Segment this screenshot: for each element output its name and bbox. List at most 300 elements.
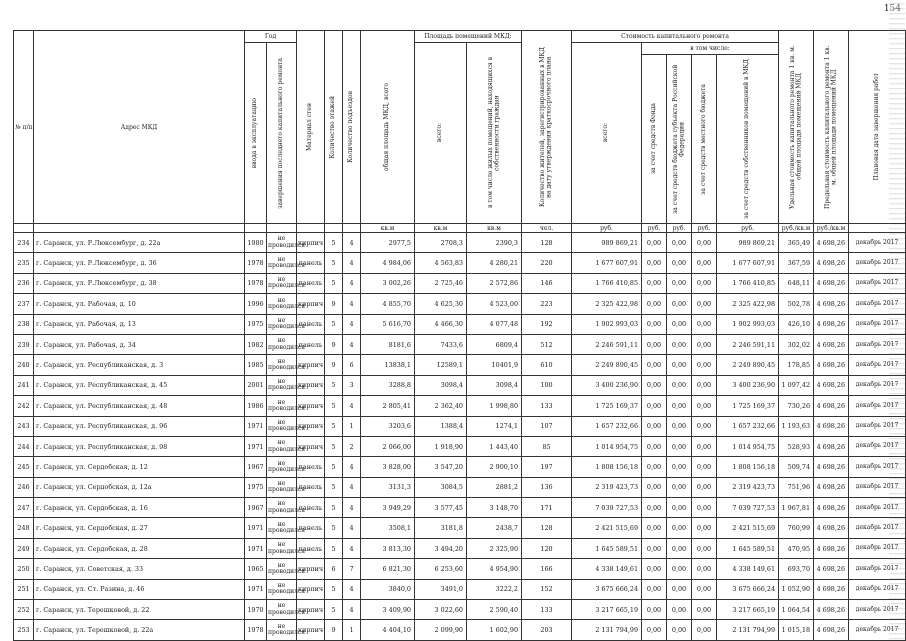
table-cell: 248 bbox=[14, 518, 34, 538]
table-cell: 5 616,70 bbox=[361, 314, 415, 334]
table-body bbox=[14, 233, 906, 641]
table-cell: 1388,4 bbox=[415, 416, 467, 436]
table-cell: 7 039 727,53 bbox=[572, 498, 642, 518]
table-cell: кирпич bbox=[297, 620, 325, 640]
table-cell: 3 494,20 bbox=[415, 538, 467, 558]
table-cell: 1975 bbox=[245, 477, 267, 497]
table-cell: декабрь 2017 bbox=[849, 457, 906, 477]
table-cell: г. Саранск, ул. Ст. Разина, д. 46 bbox=[34, 579, 245, 599]
table-cell: 426,10 bbox=[779, 314, 814, 334]
table-cell: 128 bbox=[522, 233, 572, 253]
repair-plan-table bbox=[13, 30, 906, 641]
table-cell: 2 421 515,69 bbox=[572, 518, 642, 538]
table-cell: кирпич bbox=[297, 436, 325, 456]
table-cell: 2390,3 bbox=[467, 233, 522, 253]
table-cell: не проводился bbox=[267, 436, 297, 456]
table-cell: 512 bbox=[522, 334, 572, 354]
table-cell: 5 bbox=[325, 498, 343, 518]
table-cell: 5 bbox=[325, 233, 343, 253]
table-cell: 5 bbox=[325, 477, 343, 497]
table-cell: 4 bbox=[343, 579, 361, 599]
table-cell: декабрь 2017 bbox=[849, 396, 906, 416]
table-cell: 3084,5 bbox=[415, 477, 467, 497]
table-cell: 1 902 993,03 bbox=[717, 314, 779, 334]
table-cell: 0,00 bbox=[667, 416, 692, 436]
table-cell: кирпич bbox=[297, 355, 325, 375]
unit-cell: кв.м bbox=[415, 224, 467, 233]
header-cost-region: за счет средств бюджета субъекта Российской Федерации bbox=[667, 55, 692, 224]
table-row bbox=[14, 314, 906, 334]
table-cell: г. Саранск, ул. Терешковой, д. 22 bbox=[34, 600, 245, 620]
table-cell: декабрь 2017 bbox=[849, 498, 906, 518]
table-cell: 4 404,10 bbox=[361, 620, 415, 640]
table-cell: 470,95 bbox=[779, 538, 814, 558]
table-cell: 2 421 515,69 bbox=[717, 518, 779, 538]
table-cell: 5 bbox=[325, 253, 343, 273]
table-cell: 3 675 666,24 bbox=[572, 579, 642, 599]
header-area-all: всего: bbox=[415, 43, 467, 224]
table-cell: 0,00 bbox=[642, 253, 667, 273]
table-cell: 3288,8 bbox=[361, 375, 415, 395]
table-cell: 4 698,26 bbox=[814, 416, 849, 436]
table-cell: 1 443,40 bbox=[467, 436, 522, 456]
table-cell: 0,00 bbox=[667, 538, 692, 558]
table-cell: 0,00 bbox=[667, 518, 692, 538]
table-cell: 0,00 bbox=[692, 538, 717, 558]
table-cell: декабрь 2017 bbox=[849, 294, 906, 314]
table-cell: 152 bbox=[522, 579, 572, 599]
table-cell: 0,00 bbox=[642, 579, 667, 599]
table-cell: 0,00 bbox=[667, 233, 692, 253]
table-cell: 4 625,30 bbox=[415, 294, 467, 314]
table-cell: 239 bbox=[14, 334, 34, 354]
table-cell: кирпич bbox=[297, 233, 325, 253]
table-cell: 4 698,26 bbox=[814, 579, 849, 599]
table-cell: 3 949,29 bbox=[361, 498, 415, 518]
table-cell: 5 bbox=[325, 538, 343, 558]
table-cell: 0,00 bbox=[667, 253, 692, 273]
table-cell: панель bbox=[297, 334, 325, 354]
table-cell: 9 bbox=[325, 334, 343, 354]
table-cell: 4 698,26 bbox=[814, 355, 849, 375]
table-cell: 751,96 bbox=[779, 477, 814, 497]
table-cell: 3 002,26 bbox=[361, 273, 415, 293]
table-cell: 9 bbox=[325, 294, 343, 314]
header-cost-group: Стоимость капитального ремонта bbox=[572, 31, 779, 43]
table-cell: 0,00 bbox=[642, 233, 667, 253]
table-cell: 1971 bbox=[245, 416, 267, 436]
table-cell: 1 bbox=[343, 620, 361, 640]
table-cell: декабрь 2017 bbox=[849, 559, 906, 579]
table-cell: 197 bbox=[522, 457, 572, 477]
table-cell: 0,00 bbox=[692, 559, 717, 579]
header-year-commission: ввода в эксплуатацию bbox=[245, 43, 267, 224]
table-cell: 3181,8 bbox=[415, 518, 467, 538]
table-cell: 4 077,48 bbox=[467, 314, 522, 334]
table-cell: 0,00 bbox=[692, 294, 717, 314]
table-cell: 0,00 bbox=[667, 355, 692, 375]
table-cell: 4 984,06 bbox=[361, 253, 415, 273]
table-cell: 2 325,90 bbox=[467, 538, 522, 558]
table-cell: 2881,2 bbox=[467, 477, 522, 497]
table-cell: 4 698,26 bbox=[814, 457, 849, 477]
unit-cell: руб./кв.м bbox=[779, 224, 814, 233]
table-cell: 240 bbox=[14, 355, 34, 375]
table-cell: 192 bbox=[522, 314, 572, 334]
table-cell: 1970 bbox=[245, 600, 267, 620]
table-cell: 0,00 bbox=[667, 620, 692, 640]
table-cell: 1 602,90 bbox=[467, 620, 522, 640]
table-cell: 0,00 bbox=[667, 579, 692, 599]
table-cell: 1967 bbox=[245, 457, 267, 477]
table-cell: 3 400 236,90 bbox=[572, 375, 642, 395]
table-cell: не проводился bbox=[267, 314, 297, 334]
table-cell: панель bbox=[297, 314, 325, 334]
table-cell: 4 563,83 bbox=[415, 253, 467, 273]
table-cell: 0,00 bbox=[642, 436, 667, 456]
table-cell: 4 698,26 bbox=[814, 334, 849, 354]
table-cell: 1 193,63 bbox=[779, 416, 814, 436]
table-cell: 2 131 794,99 bbox=[572, 620, 642, 640]
table-cell: не проводился bbox=[267, 477, 297, 497]
table-cell: 13838,1 bbox=[361, 355, 415, 375]
table-row bbox=[14, 253, 906, 273]
table-cell: не проводился bbox=[267, 518, 297, 538]
table-row bbox=[14, 294, 906, 314]
table-cell: 12589,1 bbox=[415, 355, 467, 375]
table-cell: 0,00 bbox=[642, 416, 667, 436]
table-cell: 5 bbox=[325, 600, 343, 620]
table-cell: 4 bbox=[343, 314, 361, 334]
unit-cell: кв.м bbox=[467, 224, 522, 233]
table-cell: г. Саранск, ул. Рабочая, д. 34 bbox=[34, 334, 245, 354]
table-cell: 1982 bbox=[245, 334, 267, 354]
header-area-group: Площадь помещений МКД: bbox=[415, 31, 522, 43]
table-cell: 6 bbox=[343, 355, 361, 375]
table-cell: 146 bbox=[522, 273, 572, 293]
table-cell: 1 645 589,51 bbox=[717, 538, 779, 558]
table-cell: 171 bbox=[522, 498, 572, 518]
header-year-last-repair: завершения последнего капитального ремонта bbox=[267, 43, 297, 224]
table-cell: 1 014 954,75 bbox=[717, 436, 779, 456]
table-cell: 4 954,90 bbox=[467, 559, 522, 579]
table-cell: 0,00 bbox=[642, 334, 667, 354]
table-cell: 251 bbox=[14, 579, 34, 599]
table-cell: 1996 bbox=[245, 294, 267, 314]
header-unit-cost: Удельная стоимость капитального ремонта 1 кв. м. общей площади помещений МКД bbox=[779, 31, 814, 224]
table-cell: 4 698,26 bbox=[814, 396, 849, 416]
table-cell: 0,00 bbox=[642, 375, 667, 395]
table-cell: г. Саранск, ул. Советская, д. 33 bbox=[34, 559, 245, 579]
table-cell: панель bbox=[297, 253, 325, 273]
table-cell: 4 698,26 bbox=[814, 518, 849, 538]
table-cell: 2438,7 bbox=[467, 518, 522, 538]
table-cell: 0,00 bbox=[667, 436, 692, 456]
table-cell: г. Саранск, ул. Терешковой, д. 22а bbox=[34, 620, 245, 640]
table-cell: 0,00 bbox=[692, 620, 717, 640]
table-cell: 100 bbox=[522, 375, 572, 395]
table-cell: 241 bbox=[14, 375, 34, 395]
table-cell: 0,00 bbox=[692, 477, 717, 497]
table-cell: 0,00 bbox=[692, 396, 717, 416]
table-cell: 133 bbox=[522, 600, 572, 620]
table-cell: 1971 bbox=[245, 579, 267, 599]
table-cell: 4 bbox=[343, 334, 361, 354]
table-cell: 0,00 bbox=[692, 518, 717, 538]
table-cell: не проводился bbox=[267, 498, 297, 518]
table-row bbox=[14, 375, 906, 395]
table-cell: 4 698,26 bbox=[814, 538, 849, 558]
table-cell: 502,78 bbox=[779, 294, 814, 314]
table-cell: 0,00 bbox=[692, 498, 717, 518]
table-cell: декабрь 2017 bbox=[849, 314, 906, 334]
table-cell: 4 698,26 bbox=[814, 559, 849, 579]
table-cell: 4 bbox=[343, 477, 361, 497]
table-cell: декабрь 2017 bbox=[849, 477, 906, 497]
table-cell: 0,00 bbox=[692, 579, 717, 599]
table-cell: не проводился bbox=[267, 416, 297, 436]
table-cell: 1965 bbox=[245, 559, 267, 579]
table-cell: 10401,9 bbox=[467, 355, 522, 375]
table-cell: 1 052,90 bbox=[779, 579, 814, 599]
table-cell: декабрь 2017 bbox=[849, 538, 906, 558]
table-cell: 1985 bbox=[245, 355, 267, 375]
table-cell: 3 400 236,90 bbox=[717, 375, 779, 395]
table-cell: 3 148,70 bbox=[467, 498, 522, 518]
table-cell: панель bbox=[297, 477, 325, 497]
table-cell: 0,00 bbox=[642, 559, 667, 579]
table-cell: 4 698,26 bbox=[814, 294, 849, 314]
table-cell: 2 099,90 bbox=[415, 620, 467, 640]
table-cell: панель bbox=[297, 518, 325, 538]
table-cell: 4 bbox=[343, 273, 361, 293]
table-cell: 1 902 993,03 bbox=[572, 314, 642, 334]
table-cell: панель bbox=[297, 498, 325, 518]
table-cell: 1967 bbox=[245, 498, 267, 518]
header-wall-material: Материал стен bbox=[297, 31, 325, 224]
table-cell: 730,26 bbox=[779, 396, 814, 416]
table-cell: 4 bbox=[343, 294, 361, 314]
table-cell: 2 246 591,11 bbox=[572, 334, 642, 354]
table-cell: 5 bbox=[325, 416, 343, 436]
table-row bbox=[14, 396, 906, 416]
table-cell: 2 725,46 bbox=[415, 273, 467, 293]
table-cell: 5 bbox=[325, 314, 343, 334]
table-cell: 235 bbox=[14, 253, 34, 273]
table-cell: 1 677 607,91 bbox=[717, 253, 779, 273]
table-cell: 3 bbox=[343, 375, 361, 395]
table-cell: 3 409,90 bbox=[361, 600, 415, 620]
table-cell: 509,74 bbox=[779, 457, 814, 477]
table-cell: 5 bbox=[325, 457, 343, 477]
table-cell: г. Саранск, ул. Р.Люксембург, д. 22а bbox=[34, 233, 245, 253]
table-cell: кирпич bbox=[297, 579, 325, 599]
table-cell: 1975 bbox=[245, 314, 267, 334]
table-cell: панель bbox=[297, 273, 325, 293]
table-cell: 4 523,00 bbox=[467, 294, 522, 314]
table-row bbox=[14, 355, 906, 375]
table-row bbox=[14, 620, 906, 640]
table-cell: 3 675 666,24 bbox=[717, 579, 779, 599]
table-cell: 0,00 bbox=[642, 620, 667, 640]
table-cell: г. Саранск, ул. Сердобская, д. 16 bbox=[34, 498, 245, 518]
table-cell: 648,11 bbox=[779, 273, 814, 293]
table-cell: г. Саранск, ул. Рабочая, д. 13 bbox=[34, 314, 245, 334]
table-cell: 1 657 232,66 bbox=[572, 416, 642, 436]
table-cell: 4 698,26 bbox=[814, 314, 849, 334]
table-cell: 2 590,40 bbox=[467, 600, 522, 620]
table-cell: 4 bbox=[343, 233, 361, 253]
table-cell: 1 725 169,37 bbox=[572, 396, 642, 416]
table-row bbox=[14, 600, 906, 620]
table-row bbox=[14, 579, 906, 599]
table-cell: г. Саранск, ул. Сердобская, д. 28 bbox=[34, 538, 245, 558]
table-cell: не проводился bbox=[267, 375, 297, 395]
table-cell: 4 bbox=[343, 538, 361, 558]
table-cell: 9 bbox=[325, 355, 343, 375]
unit-cell: руб. bbox=[667, 224, 692, 233]
table-cell: декабрь 2017 bbox=[849, 273, 906, 293]
table-cell: 1 766 410,85 bbox=[572, 273, 642, 293]
table-cell: 2 066,00 bbox=[361, 436, 415, 456]
table-cell: 4 bbox=[343, 396, 361, 416]
table-cell: 245 bbox=[14, 457, 34, 477]
table-cell: 2 319 423,73 bbox=[717, 477, 779, 497]
table-row bbox=[14, 436, 906, 456]
table-cell: 4 855,70 bbox=[361, 294, 415, 314]
table-cell: панель bbox=[297, 538, 325, 558]
table-cell: декабрь 2017 bbox=[849, 579, 906, 599]
table-cell: 4 bbox=[343, 600, 361, 620]
table-cell: 1978 bbox=[245, 273, 267, 293]
table-cell: 1274,1 bbox=[467, 416, 522, 436]
table-cell: декабрь 2017 bbox=[849, 355, 906, 375]
table-row bbox=[14, 457, 906, 477]
header-address: Адрес МКД bbox=[34, 31, 245, 224]
table-cell: 237 bbox=[14, 294, 34, 314]
table-cell: 85 bbox=[522, 436, 572, 456]
table-cell: 128 bbox=[522, 518, 572, 538]
table-cell: 2 362,40 bbox=[415, 396, 467, 416]
table-cell: 3 217 665,19 bbox=[717, 600, 779, 620]
table-cell: 4 bbox=[343, 253, 361, 273]
unit-cell: руб. bbox=[692, 224, 717, 233]
table-cell: г. Саранск, ул. Республиканская, д. 48 bbox=[34, 396, 245, 416]
table-cell: г. Саранск, ул. Сердобская, д. 27 bbox=[34, 518, 245, 538]
table-cell: 6809,4 bbox=[467, 334, 522, 354]
table-cell: 243 bbox=[14, 416, 34, 436]
table-cell: 5 bbox=[325, 436, 343, 456]
table-cell: 3131,3 bbox=[361, 477, 415, 497]
table-cell: 236 bbox=[14, 273, 34, 293]
table-cell: 0,00 bbox=[642, 477, 667, 497]
unit-cell: чел. bbox=[522, 224, 572, 233]
table-cell: 2 900,10 bbox=[467, 457, 522, 477]
table-cell: кирпич bbox=[297, 416, 325, 436]
unit-cell: руб. bbox=[642, 224, 667, 233]
table-cell: 252 bbox=[14, 600, 34, 620]
table-cell: 0,00 bbox=[692, 233, 717, 253]
table-cell: 4 466,30 bbox=[415, 314, 467, 334]
table-cell: 223 bbox=[522, 294, 572, 314]
table-cell: 7 bbox=[343, 559, 361, 579]
table-cell: 760,99 bbox=[779, 518, 814, 538]
table-cell: г. Саранск, ул. Сердобская, д. 12 bbox=[34, 457, 245, 477]
table-cell: г. Саранск, ул. Сердобская, д. 12а bbox=[34, 477, 245, 497]
table-cell: 0,00 bbox=[667, 396, 692, 416]
table-cell: 7433,6 bbox=[415, 334, 467, 354]
table-cell: г. Саранск, ул. Республиканская, д. 98 bbox=[34, 436, 245, 456]
table-cell: 5 bbox=[325, 518, 343, 538]
table-cell: 2 572,86 bbox=[467, 273, 522, 293]
header-cost-owners: за счет средств собственников помещений в МКД bbox=[717, 55, 779, 224]
table-cell: 2 325 422,98 bbox=[717, 294, 779, 314]
table-cell: 0,00 bbox=[692, 600, 717, 620]
table-cell: не проводился bbox=[267, 538, 297, 558]
table-cell: 0,00 bbox=[642, 273, 667, 293]
table-cell: 5 bbox=[325, 273, 343, 293]
table-cell: не проводился bbox=[267, 355, 297, 375]
table-cell: г. Саранск, ул. Республиканская, д. 45 bbox=[34, 375, 245, 395]
table-cell: 0,00 bbox=[667, 375, 692, 395]
table-cell: 220 bbox=[522, 253, 572, 273]
table-header bbox=[14, 31, 906, 233]
table-cell: 0,00 bbox=[692, 273, 717, 293]
table-cell: 2708,3 bbox=[415, 233, 467, 253]
table-cell: 0,00 bbox=[692, 314, 717, 334]
table-cell: 0,00 bbox=[667, 294, 692, 314]
header-cost-fund: за счет средств Фонда bbox=[642, 55, 667, 224]
table-cell: 4 bbox=[343, 498, 361, 518]
table-cell: не проводился bbox=[267, 294, 297, 314]
table-cell: 4 698,26 bbox=[814, 477, 849, 497]
table-cell: не проводился bbox=[267, 396, 297, 416]
table-cell: 3840,0 bbox=[361, 579, 415, 599]
header-area-resident: в том числе жилых помещений, находящихся в собственности граждан bbox=[467, 43, 522, 224]
unit-cell: руб. bbox=[717, 224, 779, 233]
table-cell: 234 bbox=[14, 233, 34, 253]
table-cell: г. Саранск, ул. Республиканская, д. 96 bbox=[34, 416, 245, 436]
table-cell: 4 698,26 bbox=[814, 498, 849, 518]
table-cell: 250 bbox=[14, 559, 34, 579]
table-cell: 0,00 bbox=[667, 314, 692, 334]
table-cell: 5 bbox=[325, 375, 343, 395]
table-cell: 2 249 890,45 bbox=[717, 355, 779, 375]
table-row bbox=[14, 416, 906, 436]
table-cell: 693,70 bbox=[779, 559, 814, 579]
table-cell: не проводился bbox=[267, 334, 297, 354]
table-cell: не проводился bbox=[267, 620, 297, 640]
table-cell: декабрь 2017 bbox=[849, 233, 906, 253]
table-cell: декабрь 2017 bbox=[849, 518, 906, 538]
header-cost-including: в том числе: bbox=[642, 43, 779, 55]
table-cell: 1971 bbox=[245, 538, 267, 558]
table-cell: 1 015,18 bbox=[779, 620, 814, 640]
table-cell: 3508,1 bbox=[361, 518, 415, 538]
table-cell: декабрь 2017 bbox=[849, 416, 906, 436]
table-cell: 302,02 bbox=[779, 334, 814, 354]
table-cell: 203 bbox=[522, 620, 572, 640]
table-cell: 0,00 bbox=[642, 498, 667, 518]
table-cell: 989 869,21 bbox=[717, 233, 779, 253]
table-cell: 1 bbox=[343, 416, 361, 436]
table-cell: 1 808 156,18 bbox=[572, 457, 642, 477]
table-cell: 6 bbox=[325, 559, 343, 579]
header-num: № п/п bbox=[14, 31, 34, 224]
table-cell: 253 bbox=[14, 620, 34, 640]
table-cell: 3 813,30 bbox=[361, 538, 415, 558]
table-cell: 0,00 bbox=[642, 518, 667, 538]
